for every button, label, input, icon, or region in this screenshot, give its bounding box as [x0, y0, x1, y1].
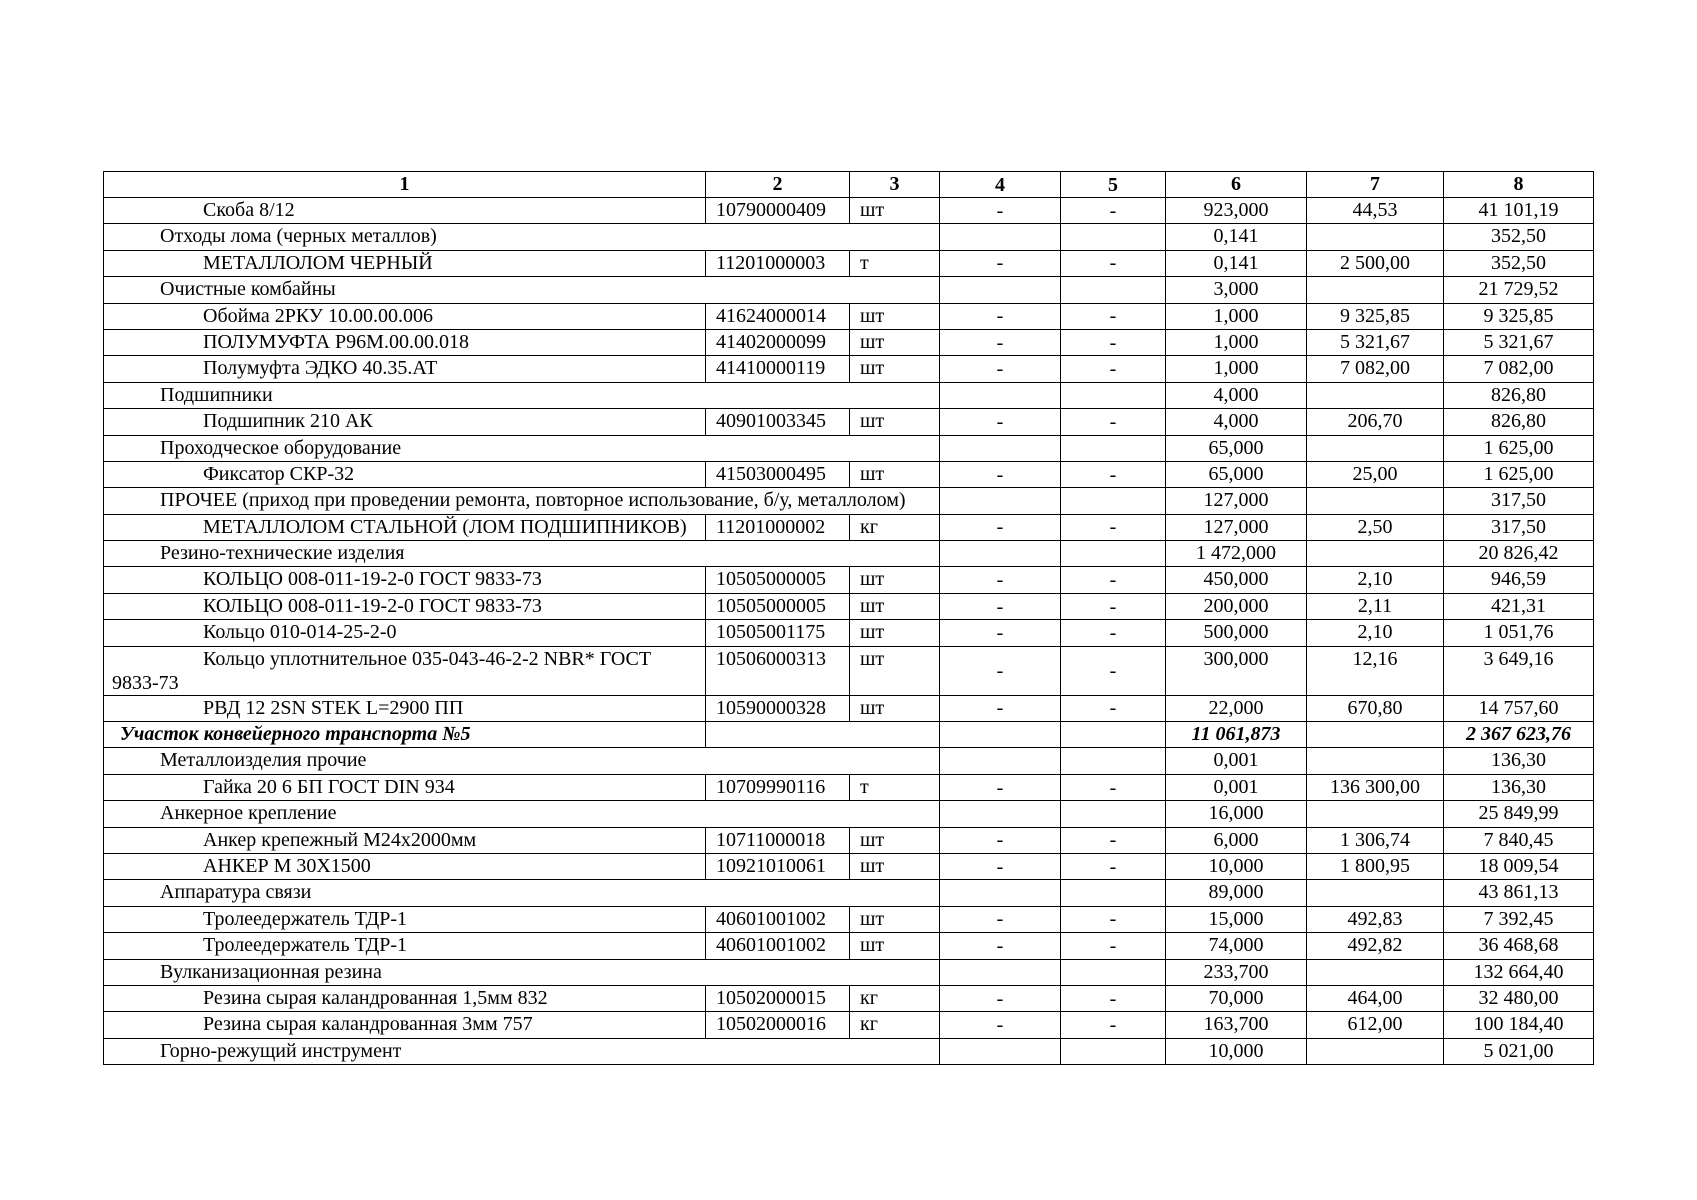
column-header-2: 2 — [706, 172, 850, 198]
column-5-value: - — [1061, 567, 1166, 593]
column-5-value: - — [1061, 514, 1166, 540]
price: 612,00 — [1307, 1012, 1444, 1038]
table-row-item — [104, 853, 1594, 879]
item-name: Скоба 8/12 — [104, 198, 706, 224]
column-4-value — [940, 277, 1061, 303]
quantity: 1,000 — [1166, 329, 1307, 355]
materials-table — [103, 171, 1594, 1065]
table-row-group — [104, 435, 1594, 461]
quantity: 70,000 — [1166, 985, 1307, 1011]
price: 7 082,00 — [1307, 356, 1444, 382]
column-4-value — [940, 488, 1061, 514]
column-5-value — [1061, 748, 1166, 774]
item-code: 10711000018 — [706, 827, 850, 853]
sum: 352,50 — [1444, 250, 1594, 276]
quantity: 127,000 — [1166, 488, 1307, 514]
column-header-5: 5 — [1061, 172, 1166, 198]
column-5-value — [1061, 1038, 1166, 1064]
column-4-value: - — [940, 303, 1061, 329]
item-unit: шт — [850, 567, 940, 593]
sum: 7 840,45 — [1444, 827, 1594, 853]
table-row-item — [104, 985, 1594, 1011]
item-name: ПОЛУМУФТА Р96М.00.00.018 — [104, 329, 706, 355]
table-row-group — [104, 801, 1594, 827]
price: 2,11 — [1307, 593, 1444, 619]
sum: 43 861,13 — [1444, 880, 1594, 906]
column-5-value — [1061, 880, 1166, 906]
table-row-item — [104, 906, 1594, 932]
table-row-item — [104, 1012, 1594, 1038]
item-code: 40601001002 — [706, 933, 850, 959]
item-unit: шт — [850, 593, 940, 619]
sum: 1 625,00 — [1444, 435, 1594, 461]
sum: 317,50 — [1444, 488, 1594, 514]
column-5-value — [1061, 382, 1166, 408]
column-header-1: 1 — [104, 172, 706, 198]
group-name: ПРОЧЕЕ (приход при проведении ремонта, повторное использование, б/у, металлолом) — [104, 488, 940, 514]
column-4-value — [940, 880, 1061, 906]
sum: 18 009,54 — [1444, 853, 1594, 879]
column-4-value — [940, 1038, 1061, 1064]
group-name: Вулканизационная резина — [104, 959, 940, 985]
quantity: 6,000 — [1166, 827, 1307, 853]
sum: 317,50 — [1444, 514, 1594, 540]
price: 2,10 — [1307, 567, 1444, 593]
column-4-value — [940, 382, 1061, 408]
item-name: Резина сырая каландрованная 3мм 757 — [104, 1012, 706, 1038]
quantity: 1,000 — [1166, 303, 1307, 329]
sum: 132 664,40 — [1444, 959, 1594, 985]
table-row-item — [104, 514, 1594, 540]
column-header-8: 8 — [1444, 172, 1594, 198]
item-name: Тролеедержатель ТДР-1 — [104, 906, 706, 932]
sum: 7 082,00 — [1444, 356, 1594, 382]
price: 1 306,74 — [1307, 827, 1444, 853]
table-row-item — [104, 356, 1594, 382]
item-name: АНКЕР М 30Х1500 — [104, 853, 706, 879]
price: 492,83 — [1307, 906, 1444, 932]
quantity: 4,000 — [1166, 382, 1307, 408]
column-4-value: - — [940, 620, 1061, 646]
section-name: Участок конвейерного транспорта №5 — [104, 722, 706, 748]
quantity: 0,001 — [1166, 774, 1307, 800]
sum: 946,59 — [1444, 567, 1594, 593]
sum: 20 826,42 — [1444, 541, 1594, 567]
sum: 14 757,60 — [1444, 695, 1594, 721]
column-5-value: - — [1061, 250, 1166, 276]
item-code: 41410000119 — [706, 356, 850, 382]
column-5-value — [1061, 959, 1166, 985]
column-5-value — [1061, 488, 1166, 514]
price: 136 300,00 — [1307, 774, 1444, 800]
quantity: 0,141 — [1166, 224, 1307, 250]
table-row-item — [104, 198, 1594, 224]
price: 44,53 — [1307, 198, 1444, 224]
column-4-value — [940, 224, 1061, 250]
table-row-item — [104, 774, 1594, 800]
quantity: 16,000 — [1166, 801, 1307, 827]
sum: 826,80 — [1444, 382, 1594, 408]
table-row-group — [104, 382, 1594, 408]
quantity: 233,700 — [1166, 959, 1307, 985]
column-5-value: - — [1061, 695, 1166, 721]
column-5-value: - — [1061, 461, 1166, 487]
quantity: 163,700 — [1166, 1012, 1307, 1038]
sum: 21 729,52 — [1444, 277, 1594, 303]
group-name: Очистные комбайны — [104, 277, 940, 303]
table-row-item — [104, 593, 1594, 619]
price: 25,00 — [1307, 461, 1444, 487]
item-code: 10502000015 — [706, 985, 850, 1011]
price: 2,50 — [1307, 514, 1444, 540]
item-unit: т — [850, 250, 940, 276]
item-unit: шт — [850, 461, 940, 487]
sum: 352,50 — [1444, 224, 1594, 250]
item-name: Резина сырая каландрованная 1,5мм 832 — [104, 985, 706, 1011]
quantity: 10,000 — [1166, 1038, 1307, 1064]
price — [1307, 959, 1444, 985]
sum: 32 480,00 — [1444, 985, 1594, 1011]
item-code: 10506000313 — [706, 646, 850, 695]
table-row-group — [104, 224, 1594, 250]
quantity: 74,000 — [1166, 933, 1307, 959]
item-unit: кг — [850, 1012, 940, 1038]
item-unit: шт — [850, 303, 940, 329]
item-name: МЕТАЛЛОЛОМ ЧЕРНЫЙ — [104, 250, 706, 276]
table-row-group — [104, 880, 1594, 906]
column-5-value — [1061, 277, 1166, 303]
column-4-value: - — [940, 567, 1061, 593]
column-5-value: - — [1061, 906, 1166, 932]
item-unit: шт — [850, 620, 940, 646]
column-4-value: - — [940, 646, 1061, 695]
item-unit: шт — [850, 329, 940, 355]
column-4-value: - — [940, 329, 1061, 355]
item-name: Тролеедержатель ТДР-1 — [104, 933, 706, 959]
item-name: Кольцо уплотнительное 035-043-46-2-2 NBR* ГОСТ 9833-73 — [104, 646, 706, 695]
column-5-value: - — [1061, 620, 1166, 646]
item-name: Обойма 2РКУ 10.00.00.006 — [104, 303, 706, 329]
column-4-value: - — [940, 906, 1061, 932]
table-row-item — [104, 646, 1594, 695]
column-header-6: 6 — [1166, 172, 1307, 198]
table-row-item — [104, 329, 1594, 355]
column-4-value: - — [940, 1012, 1061, 1038]
quantity: 1 472,000 — [1166, 541, 1307, 567]
item-code: 40901003345 — [706, 409, 850, 435]
quantity: 65,000 — [1166, 461, 1307, 487]
item-code: 40601001002 — [706, 906, 850, 932]
group-name: Отходы лома (черных металлов) — [104, 224, 940, 250]
item-code: 10709990116 — [706, 774, 850, 800]
sum: 5 021,00 — [1444, 1038, 1594, 1064]
price — [1307, 801, 1444, 827]
column-5-value: - — [1061, 985, 1166, 1011]
quantity: 4,000 — [1166, 409, 1307, 435]
price: 492,82 — [1307, 933, 1444, 959]
column-4-value: - — [940, 827, 1061, 853]
price — [1307, 1038, 1444, 1064]
group-name: Металлоизделия прочие — [104, 748, 940, 774]
column-4-value — [940, 801, 1061, 827]
column-4-value: - — [940, 514, 1061, 540]
column-5-value — [1061, 435, 1166, 461]
table-row-group — [104, 1038, 1594, 1064]
table-row-section — [104, 722, 1594, 748]
item-code: 10505000005 — [706, 593, 850, 619]
item-unit: шт — [850, 827, 940, 853]
sum: 9 325,85 — [1444, 303, 1594, 329]
quantity: 127,000 — [1166, 514, 1307, 540]
quantity: 200,000 — [1166, 593, 1307, 619]
table-row-group — [104, 748, 1594, 774]
column-4-value: - — [940, 774, 1061, 800]
quantity: 11 061,873 — [1166, 722, 1307, 748]
sum: 2 367 623,76 — [1444, 722, 1594, 748]
quantity: 3,000 — [1166, 277, 1307, 303]
item-name: КОЛЬЦО 008-011-19-2-0 ГОСТ 9833-73 — [104, 567, 706, 593]
column-5-value: - — [1061, 933, 1166, 959]
item-code: 11201000002 — [706, 514, 850, 540]
quantity: 65,000 — [1166, 435, 1307, 461]
table-row-item — [104, 461, 1594, 487]
column-4-value: - — [940, 985, 1061, 1011]
group-name: Горно-режущий инструмент — [104, 1038, 940, 1064]
sum: 25 849,99 — [1444, 801, 1594, 827]
item-code: 11201000003 — [706, 250, 850, 276]
group-name: Резино-технические изделия — [104, 541, 940, 567]
item-name: КОЛЬЦО 008-011-19-2-0 ГОСТ 9833-73 — [104, 593, 706, 619]
quantity: 89,000 — [1166, 880, 1307, 906]
item-name: РВД 12 2SN STEK L=2900 ПП — [104, 695, 706, 721]
column-5-value — [1061, 722, 1166, 748]
column-5-value: - — [1061, 409, 1166, 435]
column-4-value — [940, 722, 1061, 748]
item-unit: шт — [850, 853, 940, 879]
column-4-value: - — [940, 198, 1061, 224]
column-4-value: - — [940, 461, 1061, 487]
quantity: 1,000 — [1166, 356, 1307, 382]
item-unit: шт — [850, 695, 940, 721]
price: 464,00 — [1307, 985, 1444, 1011]
column-4-value: - — [940, 593, 1061, 619]
price: 12,16 — [1307, 646, 1444, 695]
sum: 100 184,40 — [1444, 1012, 1594, 1038]
column-5-value: - — [1061, 356, 1166, 382]
item-name: Подшипник 210 АК — [104, 409, 706, 435]
column-5-value — [1061, 801, 1166, 827]
price: 2,10 — [1307, 620, 1444, 646]
item-name: Фиксатор СКР-32 — [104, 461, 706, 487]
price — [1307, 748, 1444, 774]
sum: 136,30 — [1444, 748, 1594, 774]
section-code — [706, 722, 940, 748]
table-row-item — [104, 250, 1594, 276]
table-row-item — [104, 567, 1594, 593]
item-unit: кг — [850, 985, 940, 1011]
price — [1307, 435, 1444, 461]
sum: 41 101,19 — [1444, 198, 1594, 224]
price — [1307, 880, 1444, 906]
group-name: Анкерное крепление — [104, 801, 940, 827]
item-code: 10590000328 — [706, 695, 850, 721]
item-unit: шт — [850, 646, 940, 695]
quantity: 923,000 — [1166, 198, 1307, 224]
column-4-value: - — [940, 695, 1061, 721]
sum: 36 468,68 — [1444, 933, 1594, 959]
table-row-item — [104, 827, 1594, 853]
quantity: 15,000 — [1166, 906, 1307, 932]
sum: 3 649,16 — [1444, 646, 1594, 695]
column-5-value: - — [1061, 303, 1166, 329]
table-row-group — [104, 541, 1594, 567]
item-code: 10502000016 — [706, 1012, 850, 1038]
price: 206,70 — [1307, 409, 1444, 435]
table-row-item — [104, 409, 1594, 435]
item-name: Кольцо 010-014-25-2-0 — [104, 620, 706, 646]
table-row-item — [104, 933, 1594, 959]
table-row-group — [104, 277, 1594, 303]
column-4-value: - — [940, 250, 1061, 276]
item-unit: шт — [850, 198, 940, 224]
table-row-item — [104, 303, 1594, 329]
price: 1 800,95 — [1307, 853, 1444, 879]
price: 670,80 — [1307, 695, 1444, 721]
column-5-value — [1061, 541, 1166, 567]
item-code: 41624000014 — [706, 303, 850, 329]
item-unit: шт — [850, 356, 940, 382]
price — [1307, 382, 1444, 408]
column-5-value: - — [1061, 593, 1166, 619]
column-header-4: 4 — [940, 172, 1061, 198]
group-name: Проходческое оборудование — [104, 435, 940, 461]
price: 5 321,67 — [1307, 329, 1444, 355]
column-4-value — [940, 748, 1061, 774]
group-name: Аппаратура связи — [104, 880, 940, 906]
column-5-value: - — [1061, 198, 1166, 224]
price — [1307, 488, 1444, 514]
column-4-value — [940, 541, 1061, 567]
price: 9 325,85 — [1307, 303, 1444, 329]
item-name: Полумуфта ЭДКО 40.35.АТ — [104, 356, 706, 382]
item-code: 10505001175 — [706, 620, 850, 646]
item-name: МЕТАЛЛОЛОМ СТАЛЬНОЙ (ЛОМ ПОДШИПНИКОВ) — [104, 514, 706, 540]
quantity: 450,000 — [1166, 567, 1307, 593]
item-unit: т — [850, 774, 940, 800]
column-5-value: - — [1061, 774, 1166, 800]
quantity: 10,000 — [1166, 853, 1307, 879]
item-unit: шт — [850, 409, 940, 435]
price — [1307, 224, 1444, 250]
column-5-value: - — [1061, 853, 1166, 879]
sum: 826,80 — [1444, 409, 1594, 435]
column-4-value — [940, 435, 1061, 461]
item-unit: кг — [850, 514, 940, 540]
column-5-value: - — [1061, 1012, 1166, 1038]
column-header-3: 3 — [850, 172, 940, 198]
table-row-item — [104, 620, 1594, 646]
column-4-value: - — [940, 853, 1061, 879]
group-name: Подшипники — [104, 382, 940, 408]
sum: 1 051,76 — [1444, 620, 1594, 646]
column-5-value: - — [1061, 827, 1166, 853]
sum: 5 321,67 — [1444, 329, 1594, 355]
sum: 7 392,45 — [1444, 906, 1594, 932]
item-unit: шт — [850, 906, 940, 932]
item-code: 41503000495 — [706, 461, 850, 487]
column-header-7: 7 — [1307, 172, 1444, 198]
price: 2 500,00 — [1307, 250, 1444, 276]
column-4-value: - — [940, 356, 1061, 382]
quantity: 300,000 — [1166, 646, 1307, 695]
item-code: 10505000005 — [706, 567, 850, 593]
sum: 1 625,00 — [1444, 461, 1594, 487]
table-header-row — [104, 172, 1594, 198]
column-4-value — [940, 959, 1061, 985]
quantity: 500,000 — [1166, 620, 1307, 646]
table-row-group — [104, 488, 1594, 514]
column-4-value: - — [940, 409, 1061, 435]
quantity: 0,141 — [1166, 250, 1307, 276]
price — [1307, 541, 1444, 567]
item-name: Анкер крепежный М24х2000мм — [104, 827, 706, 853]
quantity: 0,001 — [1166, 748, 1307, 774]
column-4-value: - — [940, 933, 1061, 959]
column-5-value: - — [1061, 329, 1166, 355]
column-5-value — [1061, 224, 1166, 250]
table-row-group — [104, 959, 1594, 985]
table-row-item — [104, 695, 1594, 721]
price — [1307, 722, 1444, 748]
item-unit: шт — [850, 933, 940, 959]
sum: 136,30 — [1444, 774, 1594, 800]
quantity: 22,000 — [1166, 695, 1307, 721]
item-name: Гайка 20 6 БП ГОСТ DIN 934 — [104, 774, 706, 800]
item-code: 10790000409 — [706, 198, 850, 224]
price — [1307, 277, 1444, 303]
item-code: 41402000099 — [706, 329, 850, 355]
sum: 421,31 — [1444, 593, 1594, 619]
item-code: 10921010061 — [706, 853, 850, 879]
column-5-value: - — [1061, 646, 1166, 695]
